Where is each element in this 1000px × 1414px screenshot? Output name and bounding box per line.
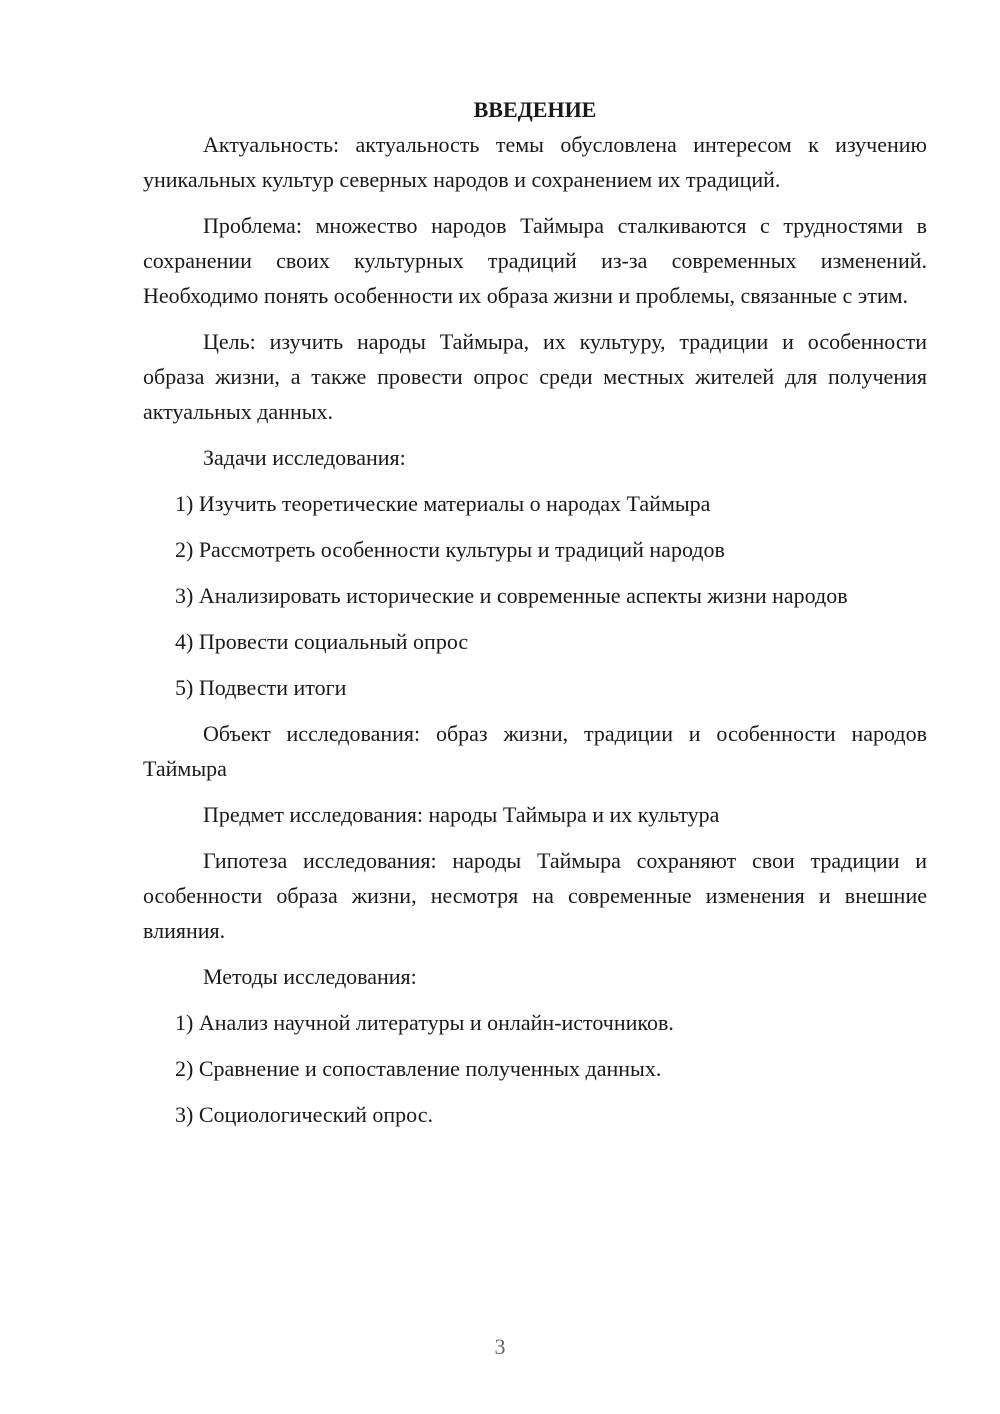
method-item-2: 2) Сравнение и сопоставление полученных данных.	[175, 1056, 662, 1081]
task-item-5: 5) Подвести итоги	[175, 675, 347, 700]
page-number: 3	[494, 1334, 506, 1359]
task-item-1: 1) Изучить теоретические материалы о народах Таймыра	[175, 491, 711, 516]
task-item-4: 4) Провести социальный опрос	[175, 629, 469, 654]
methods-heading: Методы исследования:	[203, 964, 417, 989]
problem-paragraph: Проблема: множество народов Таймыра сталкиваются с трудностями в сохранении своих культурных традиций из-за современных изменений. Необходимо понять особенности их образа жизни и проблемы, связанные с этим.	[143, 213, 927, 308]
task-item-2: 2) Рассмотреть особенности культуры и традиций народов	[175, 537, 725, 562]
hypothesis-paragraph: Гипотеза исследования: народы Таймыра сохраняют свои традиции и особенности образа жизни, несмотря на современные изменения и внешние влияния.	[143, 848, 927, 943]
object-paragraph: Объект исследования: образ жизни, традиции и особенности народов Таймыра	[143, 721, 927, 781]
page-title: ВВЕДЕНИЕ	[473, 97, 597, 122]
method-item-3: 3) Социологический опрос.	[175, 1102, 433, 1127]
subject-paragraph: Предмет исследования: народы Таймыра и их культура	[203, 802, 720, 827]
tasks-heading: Задачи исследования:	[203, 445, 406, 470]
method-item-1: 1) Анализ научной литературы и онлайн-источников.	[175, 1010, 674, 1035]
relevance-paragraph: Актуальность: актуальность темы обусловлена интересом к изучению уникальных культур северных народов и сохранением их традиций.	[143, 132, 927, 192]
goal-paragraph: Цель: изучить народы Таймыра, их культуру, традиции и особенности образа жизни, а также провести опрос среди местных жителей для получения актуальных данных.	[143, 329, 927, 424]
task-item-3: 3) Анализировать исторические и современные аспекты жизни народов	[175, 583, 848, 608]
document-page	[143, 92, 927, 1143]
